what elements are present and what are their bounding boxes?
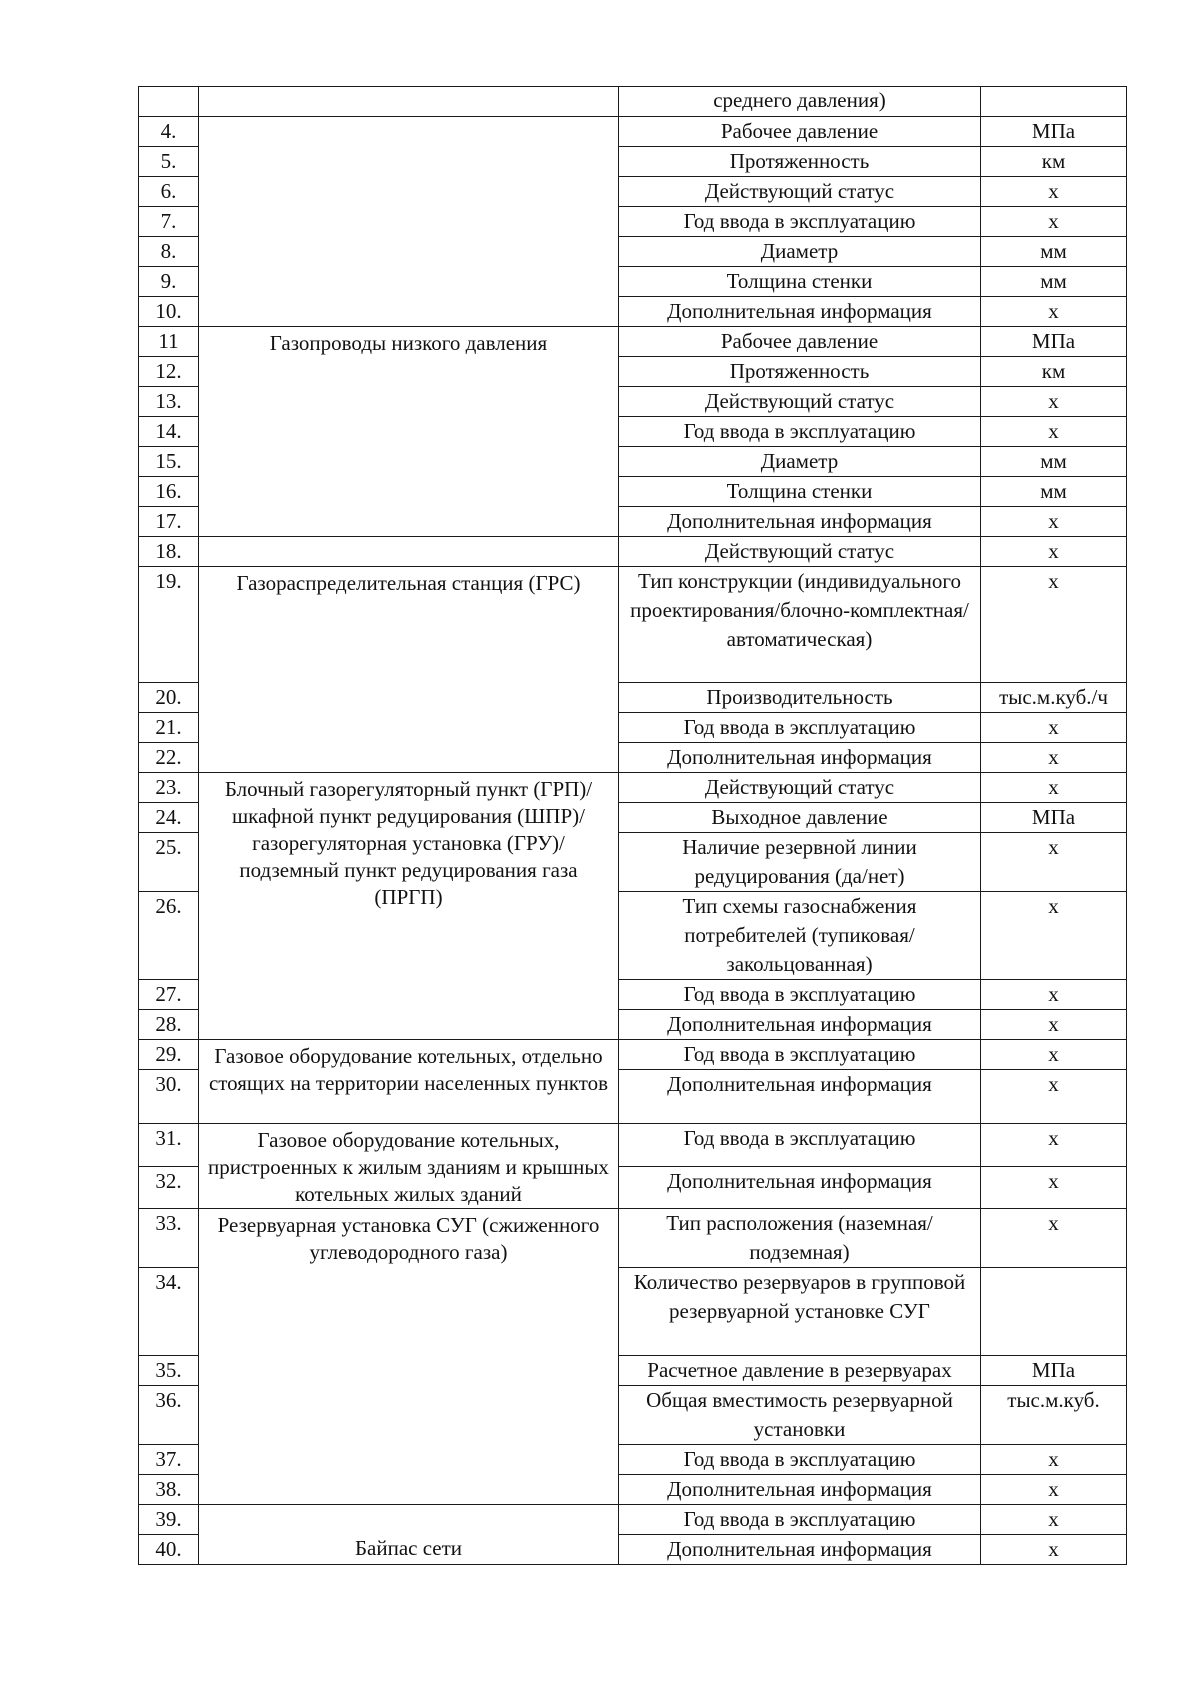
parameter-name: Наличие резервной линии редуцирования (да/нет) (619, 833, 981, 892)
group-title: Газопроводы низкого давления (199, 327, 619, 537)
table-row (139, 327, 1127, 357)
row-number: 23. (139, 773, 199, 803)
row-number: 32. (139, 1166, 199, 1209)
unit-of-measure: км (981, 147, 1127, 177)
gas-infrastructure-table (138, 86, 1127, 1565)
unit-of-measure: х (981, 1166, 1127, 1209)
parameter-name: Общая вместимость резервуарной установки (619, 1386, 981, 1445)
row-number: 34. (139, 1268, 199, 1356)
group-title: Резервуарная установка СУГ (сжиженного углеводородного газа) (199, 1209, 619, 1505)
row-number: 8. (139, 237, 199, 267)
row-number: 5. (139, 147, 199, 177)
parameter-name: Год ввода в эксплуатацию (619, 417, 981, 447)
parameter-name: Год ввода в эксплуатацию (619, 1505, 981, 1535)
parameter-name: Действующий статус (619, 537, 981, 567)
parameter-name: Действующий статус (619, 387, 981, 417)
table-row (139, 1040, 1127, 1070)
unit-of-measure: мм (981, 447, 1127, 477)
row-number: 6. (139, 177, 199, 207)
group-title: Байпас сети (199, 1505, 619, 1565)
unit-of-measure: МПа (981, 803, 1127, 833)
parameter-name: Год ввода в эксплуатацию (619, 1445, 981, 1475)
row-number: 25. (139, 833, 199, 892)
table-row (139, 537, 1127, 567)
row-number: 7. (139, 207, 199, 237)
unit-of-measure: х (981, 1505, 1127, 1535)
parameter-name: Год ввода в эксплуатацию (619, 207, 981, 237)
unit-of-measure: мм (981, 267, 1127, 297)
row-number: 9. (139, 267, 199, 297)
group-title: Газовое оборудование котельных, пристроенных к жилым зданиям и крышных котельных жилых зданий (199, 1124, 619, 1209)
group-title (199, 117, 619, 327)
unit-cell (981, 87, 1127, 117)
row-number: 39. (139, 1505, 199, 1535)
row-number: 38. (139, 1475, 199, 1505)
row-number-cell (139, 87, 199, 117)
parameter-name: Тип конструкции (индивидуального проектирования/блочно-комплектная/автоматическая) (619, 567, 981, 683)
parameter-name: Диаметр (619, 237, 981, 267)
parameter-name: Выходное давление (619, 803, 981, 833)
parameter-name: Диаметр (619, 447, 981, 477)
unit-of-measure: х (981, 743, 1127, 773)
row-number: 24. (139, 803, 199, 833)
row-number: 26. (139, 892, 199, 980)
continuation-text: среднего давления) (619, 87, 981, 117)
unit-of-measure: х (981, 207, 1127, 237)
row-number: 36. (139, 1386, 199, 1445)
table-row (139, 1505, 1127, 1535)
parameter-name: Действующий статус (619, 773, 981, 803)
unit-of-measure: х (981, 177, 1127, 207)
row-number: 17. (139, 507, 199, 537)
row-number: 35. (139, 1356, 199, 1386)
parameter-name: Протяженность (619, 147, 981, 177)
table-body (139, 87, 1127, 1565)
group-title: Газовое оборудование котельных, отдельно стоящих на территории населенных пунктов (199, 1040, 619, 1124)
unit-of-measure: х (981, 1070, 1127, 1124)
row-number: 40. (139, 1535, 199, 1565)
row-number: 37. (139, 1445, 199, 1475)
parameter-name: Производительность (619, 683, 981, 713)
group-title (199, 537, 619, 567)
unit-of-measure: х (981, 417, 1127, 447)
unit-of-measure: х (981, 1209, 1127, 1268)
row-number: 18. (139, 537, 199, 567)
table-row (139, 773, 1127, 803)
parameter-name: Тип расположения (наземная/подземная) (619, 1209, 981, 1268)
parameter-name: Год ввода в эксплуатацию (619, 1040, 981, 1070)
row-number: 19. (139, 567, 199, 683)
unit-of-measure: х (981, 1535, 1127, 1565)
group-cell (199, 87, 619, 117)
unit-of-measure: тыс.м.куб./ч (981, 683, 1127, 713)
row-number: 13. (139, 387, 199, 417)
unit-of-measure: х (981, 1040, 1127, 1070)
parameter-name: Дополнительная информация (619, 1166, 981, 1209)
parameter-name: Толщина стенки (619, 267, 981, 297)
parameter-name: Дополнительная информация (619, 1070, 981, 1124)
row-number: 22. (139, 743, 199, 773)
unit-of-measure: х (981, 713, 1127, 743)
table-row (139, 1124, 1127, 1167)
group-title: Блочный газорегуляторный пункт (ГРП)/шкафной пункт редуцирования (ШПР)/газорегуляторная установка (ГРУ)/подземный пункт редуцирования газа (ПРГП) (199, 773, 619, 1040)
parameter-name: Рабочее давление (619, 327, 981, 357)
unit-of-measure: мм (981, 237, 1127, 267)
parameter-name: Толщина стенки (619, 477, 981, 507)
unit-of-measure: х (981, 892, 1127, 980)
table-row (139, 1209, 1127, 1268)
parameter-name: Тип схемы газоснабжения потребителей (тупиковая/закольцованная) (619, 892, 981, 980)
unit-of-measure: км (981, 357, 1127, 387)
unit-of-measure: МПа (981, 327, 1127, 357)
parameter-name: Дополнительная информация (619, 1010, 981, 1040)
unit-of-measure: х (981, 980, 1127, 1010)
unit-of-measure: х (981, 1445, 1127, 1475)
unit-of-measure: х (981, 833, 1127, 892)
row-number: 27. (139, 980, 199, 1010)
table-row (139, 117, 1127, 147)
parameter-name: Дополнительная информация (619, 1475, 981, 1505)
parameter-name: Дополнительная информация (619, 297, 981, 327)
row-number: 29. (139, 1040, 199, 1070)
parameter-name: Расчетное давление в резервуарах (619, 1356, 981, 1386)
row-number: 14. (139, 417, 199, 447)
parameter-name: Год ввода в эксплуатацию (619, 980, 981, 1010)
unit-of-measure: х (981, 507, 1127, 537)
parameter-name: Рабочее давление (619, 117, 981, 147)
row-number: 31. (139, 1124, 199, 1167)
parameter-name: Год ввода в эксплуатацию (619, 713, 981, 743)
parameter-name: Протяженность (619, 357, 981, 387)
unit-of-measure: х (981, 567, 1127, 683)
row-number: 15. (139, 447, 199, 477)
row-number: 10. (139, 297, 199, 327)
table-row (139, 567, 1127, 683)
unit-of-measure: тыс.м.куб. (981, 1386, 1127, 1445)
parameter-name: Количество резервуаров в групповой резервуарной установке СУГ (619, 1268, 981, 1356)
row-number: 12. (139, 357, 199, 387)
unit-of-measure: х (981, 1010, 1127, 1040)
unit-of-measure: х (981, 387, 1127, 417)
continuation-row (139, 87, 1127, 117)
unit-of-measure: х (981, 1124, 1127, 1167)
row-number: 33. (139, 1209, 199, 1268)
parameter-name: Дополнительная информация (619, 507, 981, 537)
unit-of-measure: МПа (981, 1356, 1127, 1386)
row-number: 30. (139, 1070, 199, 1124)
row-number: 20. (139, 683, 199, 713)
unit-of-measure: х (981, 1475, 1127, 1505)
row-number: 28. (139, 1010, 199, 1040)
row-number: 21. (139, 713, 199, 743)
parameter-name: Дополнительная информация (619, 1535, 981, 1565)
row-number: 16. (139, 477, 199, 507)
unit-of-measure: МПа (981, 117, 1127, 147)
unit-of-measure (981, 1268, 1127, 1356)
unit-of-measure: х (981, 537, 1127, 567)
parameter-name: Действующий статус (619, 177, 981, 207)
parameter-name: Год ввода в эксплуатацию (619, 1124, 981, 1167)
unit-of-measure: х (981, 773, 1127, 803)
row-number: 4. (139, 117, 199, 147)
parameter-name: Дополнительная информация (619, 743, 981, 773)
unit-of-measure: х (981, 297, 1127, 327)
group-title: Газораспределительная станция (ГРС) (199, 567, 619, 773)
row-number: 11 (139, 327, 199, 357)
unit-of-measure: мм (981, 477, 1127, 507)
